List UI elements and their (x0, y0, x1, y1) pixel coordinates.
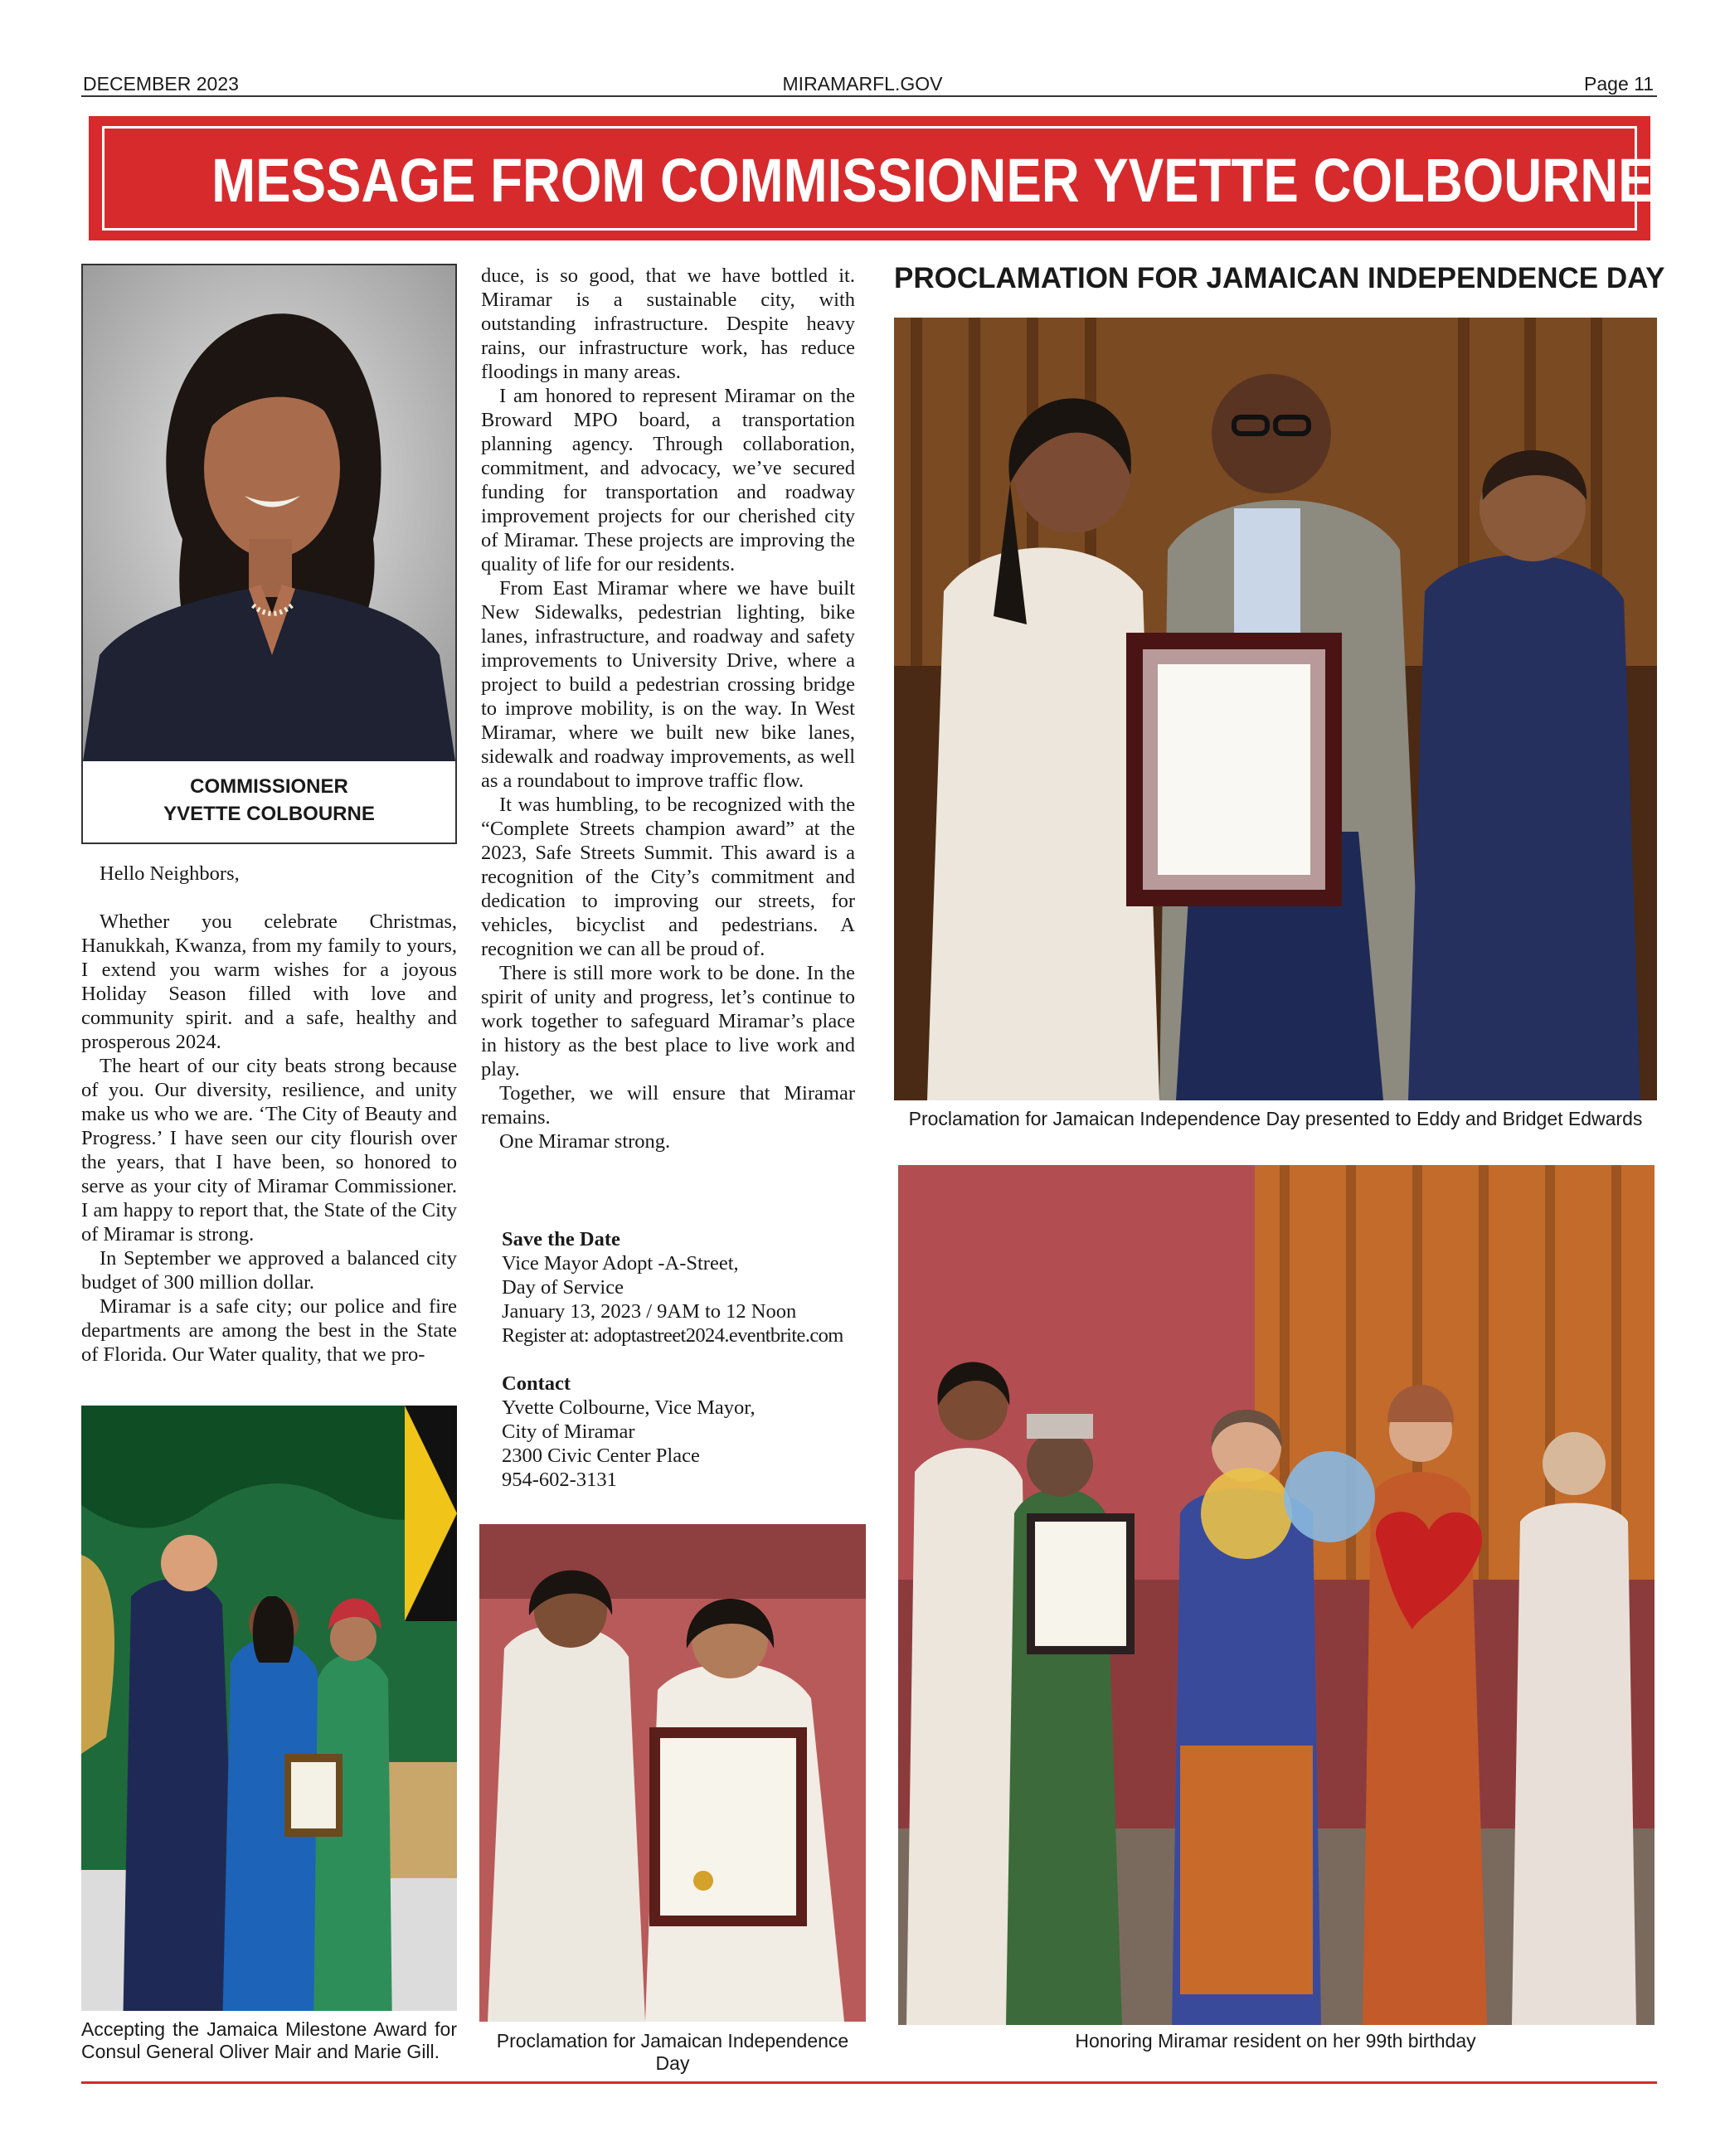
portrait-caption (83, 773, 455, 828)
letter-paragraph: In September we approved a balanced city budget of 300 million dollar. (81, 1247, 457, 1294)
contact-line: Yvette Colbourne, Vice Mayor, (502, 1396, 756, 1419)
commissioner-portrait-photo (83, 265, 455, 761)
letter-paragraph: I am honored to represent Miramar on the Broward MPO board, a transportation planning agency. Through collaboration, commitment, and advocacy, we’ve secured funding for transportation and roadway improvement projects for our cherished city of Miramar. These projects are improving the quality of life for our residents. (481, 385, 855, 575)
letter-paragraph: Miramar is a safe city; our police and fire departments are among the best in the State of Florida. Our Water quality, that we pro- (81, 1295, 457, 1366)
save-the-date-line: Day of Service (502, 1276, 624, 1299)
contact-line: 2300 Civic Center Place (502, 1445, 700, 1467)
proclamation-photo-edwards (894, 318, 1657, 1100)
letter-paragraph: From East Miramar where we have built New Sidewalks, pedestrian lighting, bike lanes, infrastructure, and roadway and safety improvements to University Drive, where a project to build a pedestrian crossing bridge to improve mobility, is on the way. In West Miramar, where we built new bike lanes, sidewalk and roadway improvements, as well as a roundabout to improve traffic flow. (481, 577, 855, 792)
proclamation-small-caption: Proclamation for Jamaican Independence Day (496, 2030, 849, 2074)
letter-column-1 (81, 862, 457, 1367)
section-title: PROCLAMATION FOR JAMAICAN INDEPENDENCE DAY (894, 262, 1665, 294)
milestone-award-caption: Accepting the Jamaica Milestone Award for Consul General Oliver Mair and Marie Gill. (81, 2018, 457, 2062)
letter-column-2 (481, 264, 855, 1153)
contact-line: City of Miramar (502, 1420, 635, 1443)
letter-paragraph: Together, we will ensure that Miramar remains. (481, 1082, 855, 1129)
portrait-caption-role: COMMISSIONER (190, 775, 348, 798)
contact-block (502, 1372, 867, 1492)
portrait-card (81, 264, 457, 844)
save-the-date-line: Vice Mayor Adopt -A-Street, (502, 1252, 739, 1275)
contact-phone: 954-602-3131 (502, 1469, 617, 1491)
letter-greeting: Hello Neighbors, (100, 862, 240, 885)
save-the-date-line: January 13, 2023 / 9AM to 12 Noon (502, 1300, 797, 1323)
page-title: MESSAGE FROM COMMISSIONER YVETTE COLBOURNE (211, 146, 1654, 215)
title-banner (89, 116, 1654, 240)
contact-heading: Contact (502, 1372, 571, 1395)
edwards-photo-caption: Proclamation for Jamaican Independence Day presented to Eddy and Bridget Edwards (908, 1108, 1643, 1129)
birthday-photo-caption: Honoring Miramar resident on her 99th birthday (1075, 2030, 1476, 2052)
site-url: MIRAMARFL.GOV (782, 73, 943, 95)
proclamation-photo-small (479, 1524, 866, 2022)
letter-paragraph: There is still more work to be done. In the spirit of unity and progress, let’s continue to work together to safeguard Miramar’s place in history as the best place to live work and play. (481, 962, 855, 1080)
portrait-caption-name: YVETTE COLBOURNE (163, 803, 375, 825)
footer-rule (81, 2081, 1657, 2084)
letter-paragraph: It was humbling, to be recognized with the “Complete Streets champion award” at the 2023, Safe Streets Summit. This award is a recognition of the City’s commitment and dedication to improving our streets, for vehicles, bicyclist and pedestrians. A recognition we can all be proud of. (481, 794, 855, 960)
letter-paragraph: One Miramar strong. (499, 1130, 671, 1153)
header-rule (81, 95, 1657, 97)
letter-paragraph: Whether you celebrate Christmas, Hanukkah, Kwanza, from my family to yours, I extend you warm wishes for a joyous Holiday Season filled with love and community spirit. and a safe, healthy and prosperous 2024. (81, 910, 457, 1053)
save-the-date-heading: Save the Date (502, 1228, 620, 1250)
issue-date: DECEMBER 2023 (83, 73, 239, 95)
letter-paragraph: duce, is so good, that we have bottled it. Miramar is a sustainable city, with outstanding infrastructure. Despite heavy rains, our infrastructure work, has reduce floodings in many areas. (481, 265, 855, 383)
birthday-honoree-photo (898, 1165, 1655, 2025)
page-number: Page 11 (1584, 73, 1654, 95)
save-the-date-block (502, 1227, 867, 1348)
banner-frame (102, 126, 1654, 231)
letter-paragraph: The heart of our city beats strong because of you. Our diversity, resilience, and unity make us who we are. ‘The City of Beauty and Progress.’ I have seen our city flourish over the years, that I have been, so honored to serve as your city of Miramar Commissioner. I am happy to report that, the State of the City of Miramar is strong. (81, 1055, 457, 1246)
register-link[interactable]: Register at: adoptastreet2024.eventbrite.com (502, 1324, 843, 1347)
milestone-award-photo (81, 1406, 457, 2011)
